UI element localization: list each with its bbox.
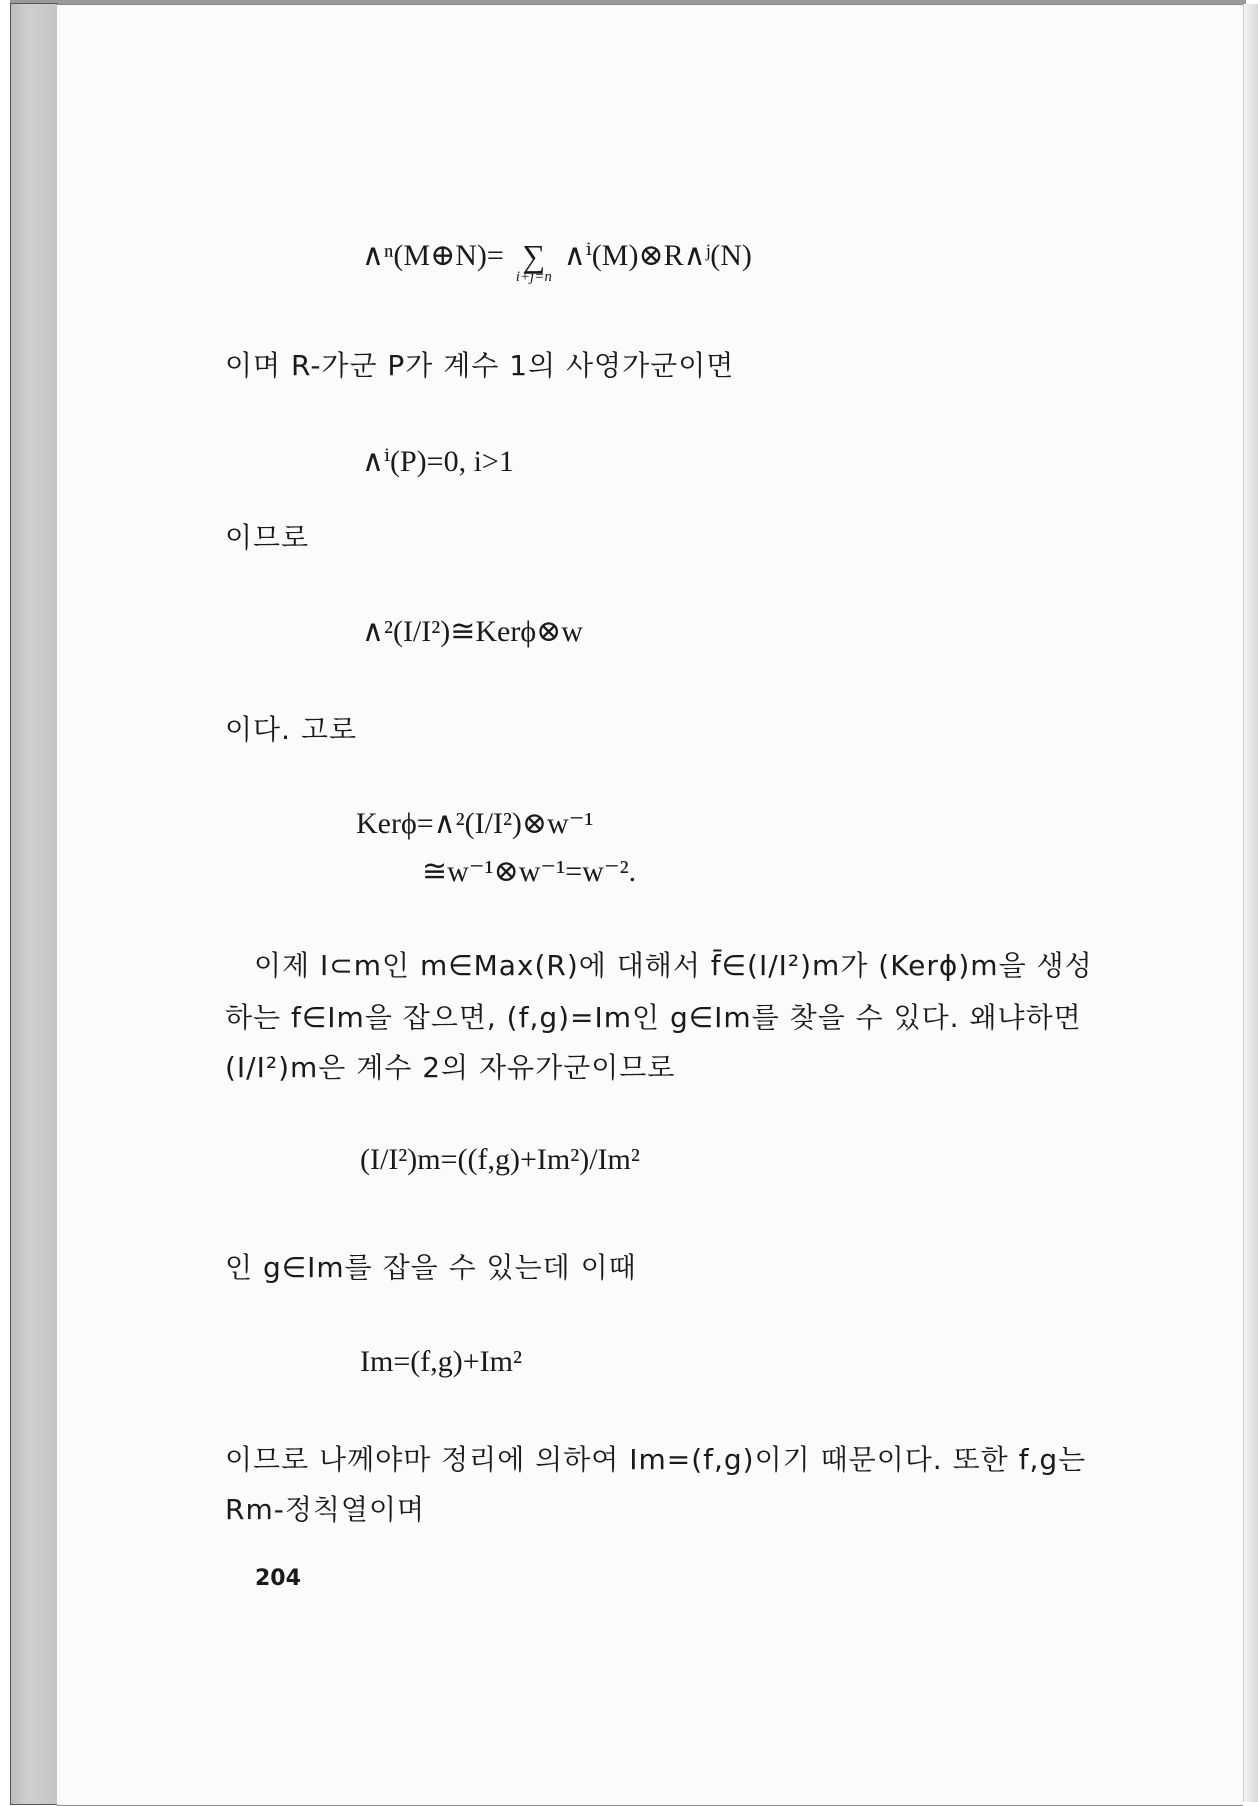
text-line-1: 이며 R-가군 P가 계수 1의 사영가군이면 <box>225 349 735 382</box>
formula-projective: ∧ⁱ(P)=0, i>1 <box>362 445 514 478</box>
formula-kernel-1: Kerϕ=∧²(I/I²)⊗w⁻¹ <box>356 807 594 840</box>
text-line-2: 이므로 <box>225 521 310 554</box>
formula-kernel-2: ≅w⁻¹⊗w⁻¹=w⁻². <box>422 855 637 888</box>
summation: ∑ i+j=n <box>515 238 552 285</box>
formula1-lhs: ∧ⁿ(M⊕N)= <box>362 239 504 272</box>
text-line-3: 이다. 고로 <box>225 713 357 746</box>
formula-kernel-iso: ∧²(I/I²)≅Kerϕ⊗w <box>362 615 583 648</box>
text-line-4: 인 g∈Im를 잡을 수 있는데 이때 <box>225 1251 637 1284</box>
paragraph-2-line-1: 이므로 나께야마 정리에 의하여 Im=(f,g)이기 때문이다. 또한 f,g는 <box>225 1443 1087 1476</box>
paragraph-2-line-2: Rm-정칙열이며 <box>225 1493 426 1526</box>
paragraph-1-line-3: (I/I²)m은 계수 2의 자유가군이므로 <box>225 1051 676 1084</box>
paragraph-1-line-2: 하는 f∈Im을 잡으면, (f,g)=Im인 g∈Im를 찾을 수 있다. 왜냐하면 <box>225 1001 1082 1034</box>
formula-free-module: (I/I²)m=((f,g)+Im²)/Im² <box>360 1143 640 1176</box>
page-number: 204 <box>255 1566 301 1591</box>
formula-ideal: Im=(f,g)+Im² <box>360 1345 522 1378</box>
book-spine <box>10 3 58 1805</box>
formula-exterior-sum <box>362 236 752 285</box>
book-page-edges <box>1243 4 1258 1802</box>
formula1-rhs: ∧ⁱ(M)⊗R∧ʲ(N) <box>563 239 752 272</box>
paragraph-1-line-1: 이제 I⊂m인 m∈Max(R)에 대해서 f̄∈(I/I²)m가 (Kerϕ)m을 생성 <box>254 949 1093 982</box>
